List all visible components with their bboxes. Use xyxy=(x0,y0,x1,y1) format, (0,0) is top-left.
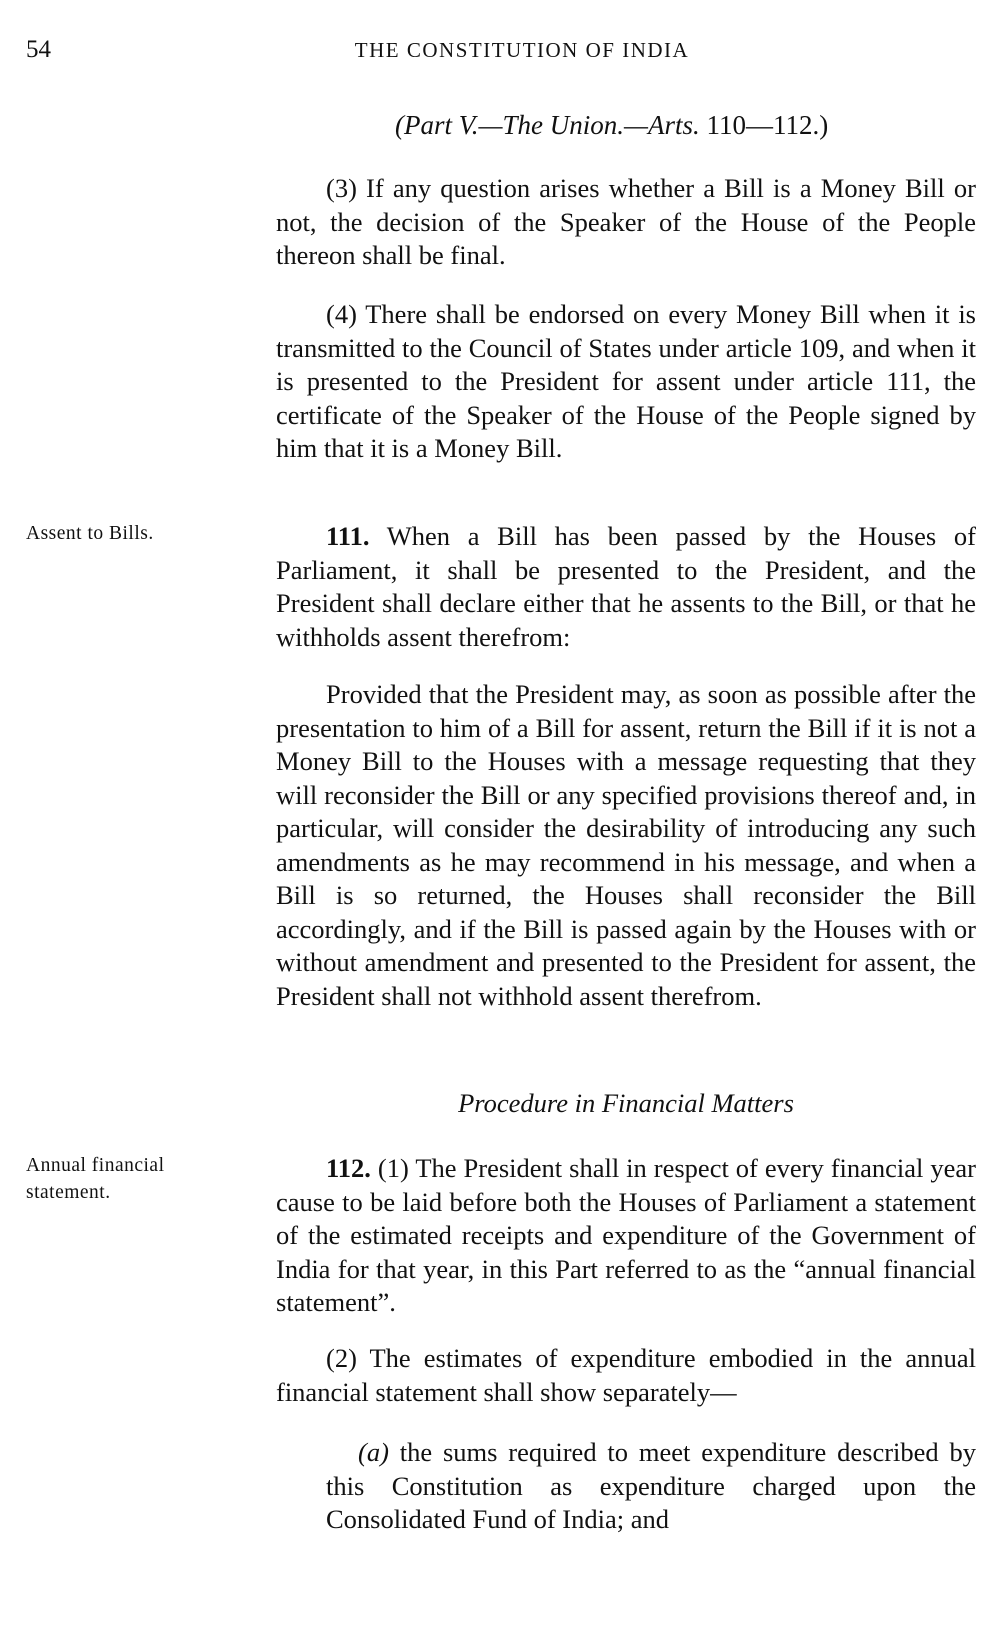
clause-text: (4) There shall be endorsed on every Money Bill when it is transmitted to the Council of States under article 109, and when it is presented to the President for assent under article 111, the certificate of the Speaker of the House of the People signed by him that it is a Money Bill. xyxy=(276,299,976,463)
page-number: 54 xyxy=(26,36,51,63)
article-number: 112. xyxy=(326,1153,371,1183)
article-number: 111. xyxy=(326,521,370,551)
article-112-sub-clause-a xyxy=(326,1436,976,1537)
article-112-clause-1 xyxy=(276,1152,976,1320)
clause-text: (1) The President shall in respect of every financial year cause to be laid before both the Houses of Parliament a statement of the estimated receipts and expenditure of the Government of India for that year, in this Part referred to as the “annual financial statement”. xyxy=(276,1153,977,1317)
proviso-text: Provided that the President may, as soon as possible after the presentation to him of a Bill for assent, return the Bill if it is not a Money Bill to the Houses with a message requesting that they will reconsider the Bill or any specified provisions thereof and, in particular, will consider the desirability of introducing any such amendments as he may recommend in his message, and when a Bill is so returned, the Houses shall reconsider the Bill accordingly, and if the Bill is passed again by the Houses with or without amendment and presented to the President for assent, the President shall not withhold assent therefrom. xyxy=(276,679,976,1011)
part-reference-range: 110—112.) xyxy=(706,110,829,140)
article-text: When a Bill has been passed by the Houses of Parliament, it shall be presented to the President, and the President shall declare either that he assents to the Bill, or that he withholds assent therefrom: xyxy=(276,521,976,652)
article-110-clause-3 xyxy=(276,172,976,273)
sub-clause-text: the sums required to meet expenditure described by this Constitution as expenditure charged upon the Consolidated Fund of India; and xyxy=(326,1437,976,1534)
part-reference xyxy=(395,110,828,141)
article-110-clause-4 xyxy=(276,298,976,466)
clause-text: (2) The estimates of expenditure embodied in the annual financial statement shall show separately— xyxy=(276,1343,976,1407)
article-111 xyxy=(276,520,976,654)
section-heading: Procedure in Financial Matters xyxy=(458,1088,794,1118)
running-header: THE CONSTITUTION OF INDIA xyxy=(354,38,690,62)
marginal-note-assent-to-bills: Assent to Bills. xyxy=(26,523,154,544)
article-112-clause-2 xyxy=(276,1342,976,1409)
clause-text: (3) If any question arises whether a Bill is a Money Bill or not, the decision of the Speaker of the House of the People thereon shall be final. xyxy=(276,173,976,270)
part-reference-prefix: (Part V.—The Union.—Arts. xyxy=(395,110,700,140)
sub-clause-label: (a) xyxy=(358,1437,389,1467)
marginal-note-annual-financial-statement: Annual financial statement. xyxy=(26,1155,165,1203)
article-111-proviso xyxy=(276,678,976,1013)
